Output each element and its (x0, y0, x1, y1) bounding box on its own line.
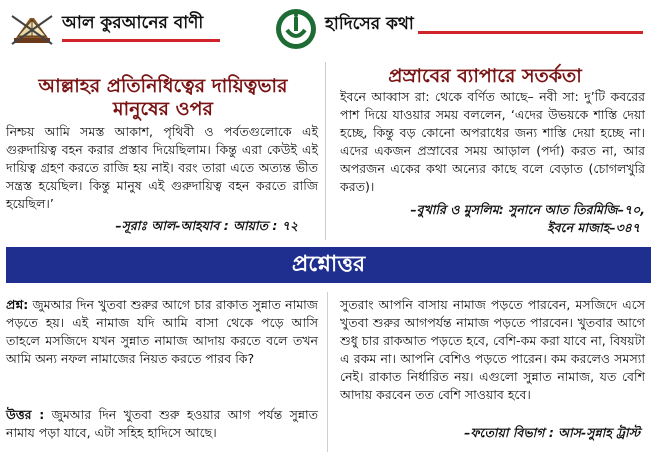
question-block (6, 296, 318, 368)
answer-label: উত্তর : (6, 407, 45, 422)
hadith-source-line1: –বুখারি ও মুসলিম: সুনানে আত তিরমিজি–৭০, (410, 202, 645, 217)
hadith-header-underline (418, 31, 643, 34)
qa-column-divider (327, 292, 328, 452)
hadith-source-line2: ইবনে মাজাহ–৩৪৭ (547, 220, 640, 235)
qa-banner-title: প্রশ্নোত্তর (291, 252, 366, 277)
question-text: জুমআর দিন খুতবা শুরুর আগে চার রাকাত সুন্নাত নামাজ পড়তে হয়। এই নামাজ যদি আমি বাসা থেকে পড়ে আসি তাহলে মসজিদে যখন সুন্নাত নামাজ আদায় করতে বলে তখন আমি অন্য নফল নামাজের নিয়ত করতে পারব কি? (6, 297, 318, 366)
quran-article-body: নিশ্চয় আমি সমস্ত আকাশ, পৃথিবী ও পর্বতগুলোকে এই গুরুদায়িত্ব বহন করার প্রস্তাব দিয়েছিলাম। কিন্তু এরা কেউই এই দায়িত্ব গ্রহণ করতে রাজি হয় নাই। বরং তারা এতে অত্যন্ত ভীত সন্ত্রস্ত হয়েছিল। কিন্তু মানুষ এই গুরুদায়িত্ব বহন করতে রাজি হয়েছিল।’ (6, 124, 318, 211)
hadith-logo-icon (275, 8, 317, 50)
answer-text-continued: সুতরাং আপনি বাসায় নামাজ পড়তে পারবেন, মসজিদে এসে খুতবা শুরুর আগপর্যন্ত নামাজ পড়তে পারবেন। খুতবার আগে শুধু চার রাকআত পড়তে হবে, বেশি-কম করা যাবে না, বিষয়টা এ রকম না। আপনি বেশিও পড়তে পারেন। কম করলেও সমস্যা নেই। রাকাত নির্ধারিত নয়। এগুলো সুন্নাত নামাজ, যত বেশি আদায় করবেন তত বেশি সাওয়াব হবে। (340, 297, 645, 402)
hadith-article-title: প্রস্রাবের ব্যাপারে সতর্কতা (388, 65, 582, 87)
qa-source: –ফতোয়া বিভাগ : আস-সুন্নাহ ট্রাস্ট (464, 425, 640, 440)
answer-text-start: জুমআর দিন খুতবা শুরু হওয়ার আগ পর্যন্ত সুন্নাত নামায পড়া যাবে, এটা সহিহ হাদিসে আছে। (6, 407, 319, 440)
quran-source: –সূরাঃ আল-আহযাব : আয়াত : ৭২ (115, 218, 298, 233)
hadith-article-body: ইবনে আব্বাস রা: থেকে বর্ণিত আছে– নবী সা: দু’টি কবরের পাশ দিয়ে যাওয়ার সময় বললেন, ‘এদের উভয়কে শাস্তি দেয়া হচ্ছে, কিন্তু বড় কোনো অপরাধের জন্য শাস্তি দেয়া হচ্ছে না। এদের একজন প্রস্রাবের সময় আড়াল (পর্দা) করত না, আর অপরজন একের কথা অন্যের কাছে বলে বেড়াত (চোগলখুরি করত)। (340, 89, 645, 194)
quran-article-title: আল্লাহর প্রতিনিধিত্বের দায়িত্বভার মানুষের ওপর (38, 75, 288, 120)
answer-block (6, 406, 318, 442)
hadith-section-header: হাদিসের কথা (325, 14, 414, 34)
quran-book-icon (8, 8, 56, 48)
column-divider (325, 62, 326, 240)
quran-section-header: আল কুরআনের বাণী (62, 8, 220, 42)
question-label: প্রশ্ন: (6, 297, 29, 312)
